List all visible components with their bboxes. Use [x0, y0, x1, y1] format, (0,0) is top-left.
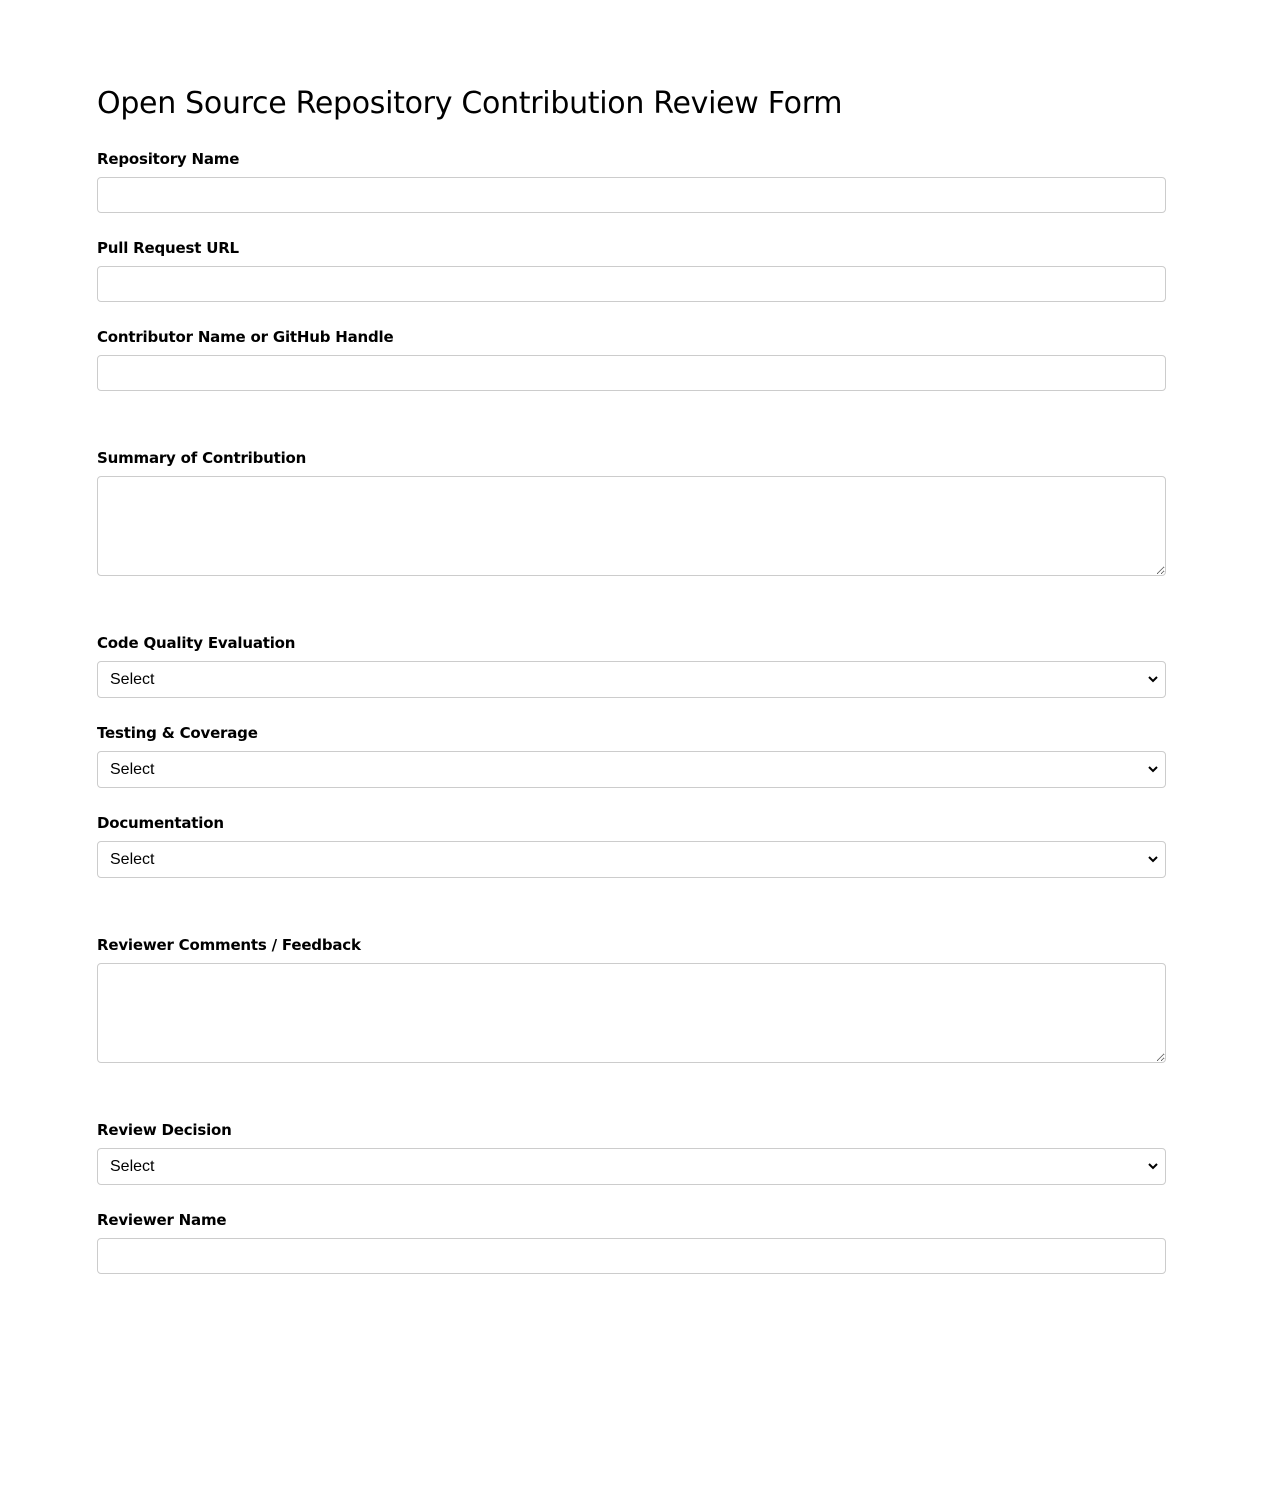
- reviewer-name-input[interactable]: [97, 1238, 1166, 1274]
- testing-label: Testing & Coverage: [97, 724, 258, 742]
- testing-select[interactable]: [97, 751, 1166, 788]
- pull-request-url-input[interactable]: [97, 266, 1166, 302]
- chevron-down-icon: [1147, 1161, 1159, 1173]
- code-quality-select[interactable]: [97, 661, 1166, 698]
- review-decision-selected: Select: [110, 1157, 155, 1175]
- pull-request-url-label: Pull Request URL: [97, 239, 239, 257]
- page-title: Open Source Repository Contribution Review Form: [97, 86, 843, 121]
- repository-name-label: Repository Name: [97, 150, 240, 168]
- code-quality-label: Code Quality Evaluation: [97, 634, 296, 652]
- chevron-down-icon: [1147, 854, 1159, 866]
- comments-textarea[interactable]: [97, 963, 1166, 1063]
- repository-name-input[interactable]: [97, 177, 1166, 213]
- documentation-select[interactable]: [97, 841, 1166, 878]
- documentation-selected: Select: [110, 850, 155, 868]
- reviewer-name-label: Reviewer Name: [97, 1211, 227, 1229]
- chevron-down-icon: [1147, 764, 1159, 776]
- contributor-label: Contributor Name or GitHub Handle: [97, 328, 394, 346]
- review-decision-select[interactable]: [97, 1148, 1166, 1185]
- code-quality-selected: Select: [110, 670, 155, 688]
- contributor-input[interactable]: [97, 355, 1166, 391]
- review-decision-label: Review Decision: [97, 1121, 232, 1139]
- summary-textarea[interactable]: [97, 476, 1166, 576]
- testing-selected: Select: [110, 760, 155, 778]
- summary-label: Summary of Contribution: [97, 449, 307, 467]
- documentation-label: Documentation: [97, 814, 224, 832]
- chevron-down-icon: [1147, 674, 1159, 686]
- comments-label: Reviewer Comments / Feedback: [97, 936, 361, 954]
